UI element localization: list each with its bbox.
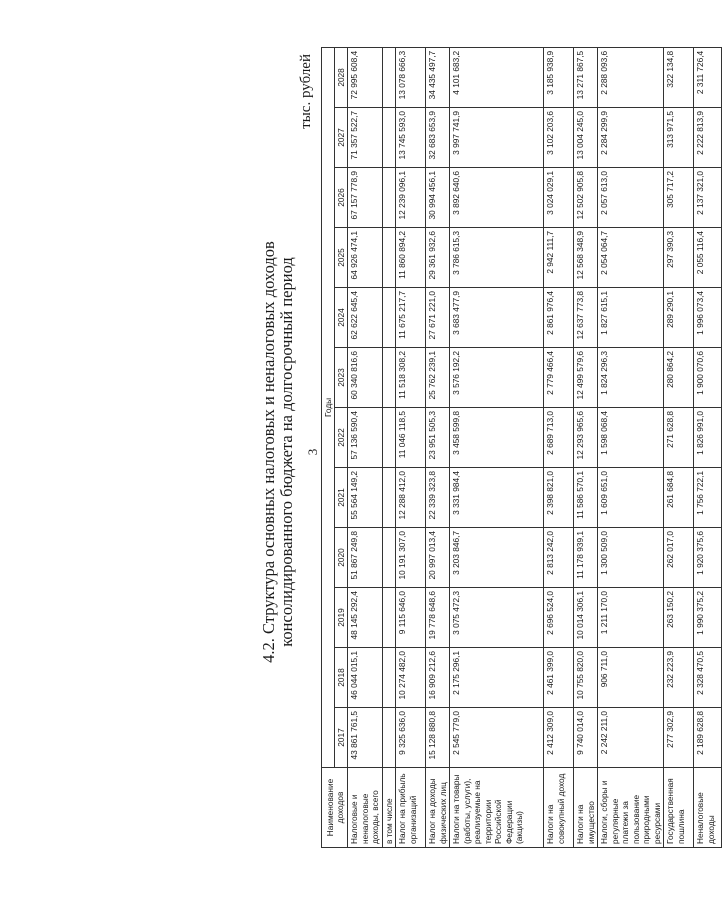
year-header: 2020 xyxy=(335,528,348,588)
value-cell: 271 628,8 xyxy=(664,408,694,468)
table-row xyxy=(426,47,450,847)
value-cell xyxy=(382,648,396,708)
value-cell: 71 357 522,7 xyxy=(348,108,383,168)
value-cell: 30 994 456,1 xyxy=(426,168,450,228)
value-cell: 11 046 118,5 xyxy=(396,408,426,468)
value-cell: 262 017,0 xyxy=(664,528,694,588)
value-cell: 3 331 984,4 xyxy=(450,468,544,528)
years-group-header: Годы xyxy=(322,47,335,767)
value-cell: 280 864,2 xyxy=(664,348,694,408)
year-header: 2023 xyxy=(335,348,348,408)
document-title-line-2: консолидированного бюджета на долгосрочный период xyxy=(277,257,296,647)
year-header: 2028 xyxy=(335,47,348,107)
year-header: 2018 xyxy=(335,648,348,708)
value-cell: 67 157 778,9 xyxy=(348,168,383,228)
value-cell: 32 683 653,9 xyxy=(426,108,450,168)
value-cell: 1 609 651,0 xyxy=(598,468,664,528)
value-cell: 2 398 821,0 xyxy=(544,468,574,528)
value-cell: 1 211 170,0 xyxy=(598,588,664,648)
value-cell: 1 598 068,4 xyxy=(598,408,664,468)
value-cell xyxy=(382,168,396,228)
value-cell: 261 684,8 xyxy=(664,468,694,528)
table-row xyxy=(450,47,544,847)
value-cell xyxy=(382,408,396,468)
value-cell: 55 564 149,2 xyxy=(348,468,383,528)
value-cell: 19 778 648,6 xyxy=(426,588,450,648)
value-cell: 2 175 296,1 xyxy=(450,648,544,708)
value-cell: 64 926 474,1 xyxy=(348,228,383,288)
value-cell xyxy=(382,47,396,107)
value-cell: 3 786 615,3 xyxy=(450,228,544,288)
value-cell xyxy=(382,468,396,528)
row-label: Налог на прибыль организаций xyxy=(396,768,426,848)
table-row xyxy=(574,47,598,847)
value-cell: 12 293 965,6 xyxy=(574,408,598,468)
value-cell: 9 115 646,0 xyxy=(396,588,426,648)
value-cell: 2 328 470,5 xyxy=(694,648,722,708)
value-cell: 15 128 880,8 xyxy=(426,708,450,768)
value-cell: 3 576 192,2 xyxy=(450,348,544,408)
value-cell: 10 274 482,0 xyxy=(396,648,426,708)
value-cell: 43 861 761,5 xyxy=(348,708,383,768)
value-cell: 25 762 239,1 xyxy=(426,348,450,408)
units-label: тыс. рублей xyxy=(298,54,314,129)
value-cell: 297 390,3 xyxy=(664,228,694,288)
revenue-structure-table xyxy=(321,47,722,848)
value-cell xyxy=(382,228,396,288)
value-cell: 2 942 111,7 xyxy=(544,228,574,288)
value-cell: 2 137 321,0 xyxy=(694,168,722,228)
value-cell: 305 717,2 xyxy=(664,168,694,228)
year-header: 2026 xyxy=(335,168,348,228)
value-cell: 1 996 073,4 xyxy=(694,288,722,348)
value-cell: 3 185 938,9 xyxy=(544,47,574,107)
year-header: 2017 xyxy=(335,708,348,768)
value-cell: 34 435 497,7 xyxy=(426,47,450,107)
table-body xyxy=(348,47,722,847)
table-row xyxy=(382,47,396,847)
value-cell: 22 339 323,8 xyxy=(426,468,450,528)
value-cell: 2 861 976,4 xyxy=(544,288,574,348)
table-row xyxy=(598,47,664,847)
value-cell: 2 696 524,0 xyxy=(544,588,574,648)
value-cell: 322 134,8 xyxy=(664,47,694,107)
value-cell: 1 826 991,0 xyxy=(694,408,722,468)
value-cell: 57 136 590,4 xyxy=(348,408,383,468)
value-cell xyxy=(382,288,396,348)
value-cell: 3 997 741,9 xyxy=(450,108,544,168)
value-cell: 2 057 613,0 xyxy=(598,168,664,228)
value-cell: 1 824 296,3 xyxy=(598,348,664,408)
value-cell: 289 290,1 xyxy=(664,288,694,348)
value-cell: 2 288 093,6 xyxy=(598,47,664,107)
row-label: Налог на доходы физических лиц xyxy=(426,768,450,848)
value-cell: 277 302,9 xyxy=(664,708,694,768)
value-cell: 11 518 308,2 xyxy=(396,348,426,408)
value-cell: 2 813 242,0 xyxy=(544,528,574,588)
value-cell xyxy=(382,588,396,648)
value-cell: 23 951 505,3 xyxy=(426,408,450,468)
value-cell: 4 101 683,2 xyxy=(450,47,544,107)
value-cell: 9 740 014,0 xyxy=(574,708,598,768)
value-cell: 12 568 348,9 xyxy=(574,228,598,288)
value-cell: 3 458 599,8 xyxy=(450,408,544,468)
value-cell: 62 622 645,4 xyxy=(348,288,383,348)
name-column-header: Наименование доходов xyxy=(322,768,348,848)
value-cell: 11 860 894,2 xyxy=(396,228,426,288)
year-header: 2021 xyxy=(335,468,348,528)
year-header: 2022 xyxy=(335,408,348,468)
value-cell: 2 461 399,0 xyxy=(544,648,574,708)
row-label: Налоги на товары (работы, услуги), реализуемые на территории Российской Федерации (акцизы) xyxy=(450,768,544,848)
value-cell: 2 054 064,7 xyxy=(598,228,664,288)
year-header: 2025 xyxy=(335,228,348,288)
value-cell: 12 239 096,1 xyxy=(396,168,426,228)
value-cell: 3 892 640,6 xyxy=(450,168,544,228)
value-cell: 27 671 221,0 xyxy=(426,288,450,348)
value-cell: 11 178 939,1 xyxy=(574,528,598,588)
value-cell: 12 288 412,0 xyxy=(396,468,426,528)
value-cell: 906 711,0 xyxy=(598,648,664,708)
value-cell: 2 055 116,4 xyxy=(694,228,722,288)
value-cell: 1 300 509,0 xyxy=(598,528,664,588)
value-cell: 1 827 615,1 xyxy=(598,288,664,348)
value-cell: 16 909 212,6 xyxy=(426,648,450,708)
value-cell: 3 102 203,6 xyxy=(544,108,574,168)
value-cell: 313 971,5 xyxy=(664,108,694,168)
document-title-line-1: 4.2. Структура основных налоговых и неналоговых доходов xyxy=(259,241,278,663)
value-cell xyxy=(382,708,396,768)
rotated-content xyxy=(40,42,716,862)
value-cell: 51 867 249,8 xyxy=(348,528,383,588)
table-header-row xyxy=(322,47,335,847)
value-cell: 2 779 466,4 xyxy=(544,348,574,408)
value-cell: 2 222 813,9 xyxy=(694,108,722,168)
value-cell: 29 361 932,6 xyxy=(426,228,450,288)
year-header-row xyxy=(335,47,348,847)
value-cell: 10 014 306,1 xyxy=(574,588,598,648)
value-cell: 20 997 013,4 xyxy=(426,528,450,588)
value-cell: 1 756 722,1 xyxy=(694,468,722,528)
value-cell: 11 586 570,1 xyxy=(574,468,598,528)
value-cell: 13 271 867,5 xyxy=(574,47,598,107)
value-cell: 3 024 029,1 xyxy=(544,168,574,228)
value-cell: 13 078 666,3 xyxy=(396,47,426,107)
value-cell: 3 075 472,3 xyxy=(450,588,544,648)
value-cell: 72 995 608,4 xyxy=(348,47,383,107)
value-cell: 46 044 015,1 xyxy=(348,648,383,708)
value-cell: 263 150,2 xyxy=(664,588,694,648)
value-cell: 12 637 773,8 xyxy=(574,288,598,348)
value-cell: 2 284 299,9 xyxy=(598,108,664,168)
value-cell xyxy=(382,528,396,588)
value-cell: 60 340 816,6 xyxy=(348,348,383,408)
row-label: Налоги на совокупный доход xyxy=(544,768,574,848)
value-cell: 10 191 307,0 xyxy=(396,528,426,588)
table-row xyxy=(544,47,574,847)
value-cell: 1 990 375,2 xyxy=(694,588,722,648)
year-header: 2019 xyxy=(335,588,348,648)
value-cell: 2 311 726,4 xyxy=(694,47,722,107)
table-row xyxy=(348,47,383,847)
value-cell: 13 004 245,0 xyxy=(574,108,598,168)
row-label: Налоги на имущество xyxy=(574,768,598,848)
value-cell: 48 145 292,4 xyxy=(348,588,383,648)
value-cell: 10 755 820,0 xyxy=(574,648,598,708)
row-label: Неналоговые доходы xyxy=(694,768,722,848)
year-header: 2027 xyxy=(335,108,348,168)
value-cell: 232 223,9 xyxy=(664,648,694,708)
table-row xyxy=(396,47,426,847)
value-cell: 3 203 846,7 xyxy=(450,528,544,588)
value-cell: 12 499 579,6 xyxy=(574,348,598,408)
value-cell: 11 675 217,7 xyxy=(396,288,426,348)
row-label: Налоги, сборы и регулярные платежи за пользование природными ресурсами xyxy=(598,768,664,848)
page-number: 3 xyxy=(305,448,320,456)
value-cell xyxy=(382,348,396,408)
row-label: в том числе xyxy=(382,768,396,848)
value-cell xyxy=(382,108,396,168)
value-cell: 3 683 477,9 xyxy=(450,288,544,348)
table-row xyxy=(664,47,694,847)
value-cell: 9 325 636,0 xyxy=(396,708,426,768)
value-cell: 1 900 070,6 xyxy=(694,348,722,408)
value-cell: 13 745 593,0 xyxy=(396,108,426,168)
value-cell: 2 242 211,0 xyxy=(598,708,664,768)
value-cell: 2 689 713,0 xyxy=(544,408,574,468)
value-cell: 12 502 905,8 xyxy=(574,168,598,228)
row-label: Налоговые и неналоговые доходы, всего xyxy=(348,768,383,848)
value-cell: 2 412 309,0 xyxy=(544,708,574,768)
year-header: 2024 xyxy=(335,288,348,348)
value-cell: 1 920 375,6 xyxy=(694,528,722,588)
value-cell: 2 545 779,0 xyxy=(450,708,544,768)
row-label: Государственная пошлина xyxy=(664,768,694,848)
table-row xyxy=(694,47,722,847)
value-cell: 2 189 628,8 xyxy=(694,708,722,768)
